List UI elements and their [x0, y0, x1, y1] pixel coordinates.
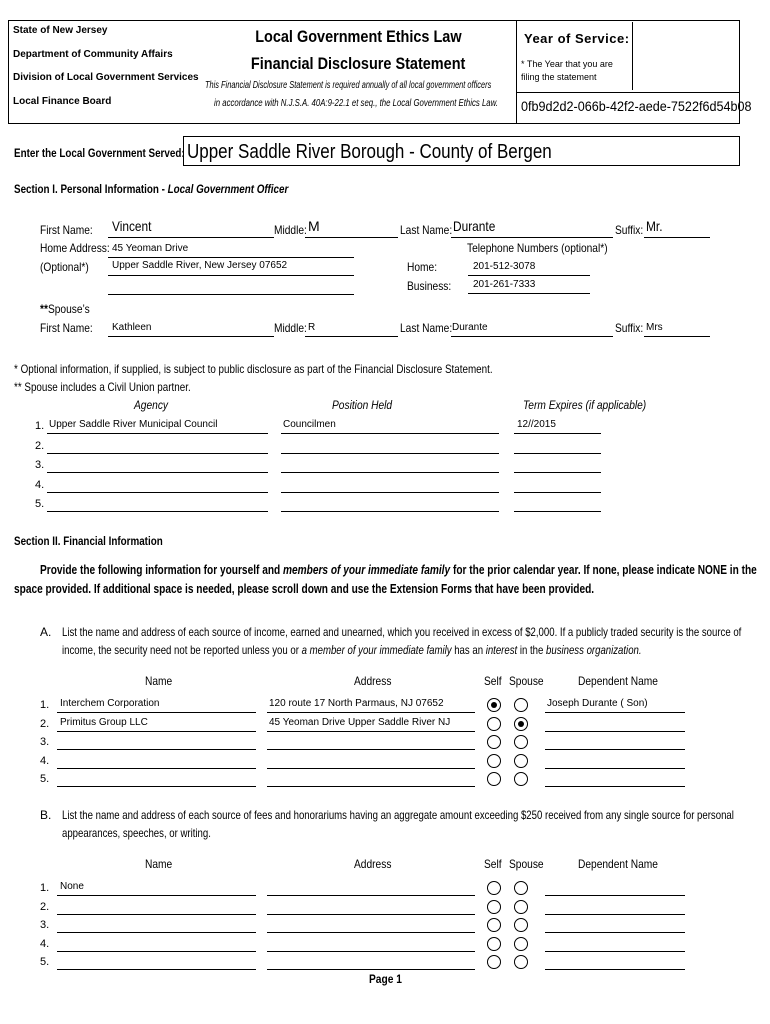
section-2-intro-2: space provided. If additional space is needed, please scroll down and use the Extension Forms that have been provided. [14, 582, 595, 596]
address-field[interactable] [267, 969, 475, 970]
b-name-column-header: Name [145, 857, 173, 871]
a-self-column-header: Self [484, 674, 502, 688]
row-number: 2. [40, 717, 50, 730]
self-radio[interactable] [487, 772, 501, 786]
spouse-radio[interactable] [514, 698, 528, 712]
name-value: Primitus Group LLC [60, 716, 148, 728]
dependent-field[interactable] [545, 969, 685, 970]
a-address-column-header: Address [354, 674, 392, 688]
division-label: Division of Local Government Services [13, 72, 199, 83]
term-column-header: Term Expires (if applicable) [523, 398, 647, 412]
row-number: 1. [40, 699, 50, 711]
row-number: 5. [40, 773, 50, 785]
header-divider-year [516, 92, 740, 93]
spouse-radio[interactable] [514, 955, 528, 969]
spouse-radio[interactable] [514, 900, 528, 914]
b-dependent-column-header: Dependent Name [578, 857, 658, 871]
a-name-column-header: Name [145, 674, 173, 688]
last-name-field[interactable] [451, 237, 613, 238]
form-subtitle: Financial Disclosure Statement [250, 54, 466, 73]
name-field[interactable] [57, 914, 256, 915]
section-1-title: Section I. Personal Information - Local Government Officer [14, 182, 289, 196]
agency-column-header: Agency [134, 398, 169, 412]
spouse-last-name-field[interactable] [451, 336, 613, 337]
government-served-value: Upper Saddle River Borough - County of Bergen [187, 141, 552, 163]
row-number: 3. [40, 919, 50, 931]
government-served-input[interactable] [183, 136, 740, 166]
telephone-label: Telephone Numbers (optional*) [467, 241, 608, 255]
address-value: 120 route 17 North Parmaus, NJ 07652 [269, 698, 444, 709]
self-radio[interactable] [487, 698, 501, 712]
term-field[interactable] [514, 472, 601, 473]
position-field[interactable] [281, 492, 499, 493]
spouse-radio[interactable] [514, 918, 528, 932]
optional-label: (Optional*) [40, 260, 89, 274]
spouse-radio[interactable] [514, 772, 528, 786]
address-field[interactable] [267, 914, 475, 915]
position-field[interactable] [281, 453, 499, 454]
address-field[interactable] [267, 731, 475, 732]
address-line-3[interactable] [108, 294, 354, 295]
section-2-title: Section II. Financial Information [14, 534, 163, 548]
address-field[interactable] [267, 749, 475, 750]
spouse-radio[interactable] [514, 937, 528, 951]
dependent-value: Joseph Durante ( Son) [547, 698, 648, 709]
form-title: Local Government Ethics Law [254, 27, 462, 46]
agency-field[interactable] [47, 492, 268, 493]
dependent-field[interactable] [545, 731, 685, 732]
address-line-1[interactable] [108, 257, 354, 258]
agency-row-number: 1. [35, 420, 45, 432]
department-label: Department of Community Affairs [13, 49, 173, 60]
dependent-field[interactable] [545, 932, 685, 933]
spouse-first-name-value: Kathleen [112, 322, 152, 333]
spouse-first-name-label: First Name: [40, 321, 93, 335]
row-number: 4. [40, 754, 50, 767]
agency-row-number: 5. [35, 498, 45, 510]
part-a-letter: A. [40, 625, 52, 639]
name-field[interactable] [57, 749, 256, 750]
a-dependent-column-header: Dependent Name [578, 674, 658, 688]
form-description-2: in accordance with N.J.S.A. 40A:9-22.1 et seq., the Local Government Ethics Law. [214, 98, 498, 109]
position-field[interactable] [281, 511, 499, 512]
b-address-column-header: Address [354, 857, 392, 871]
spouse-last-name-label: Last Name: [400, 321, 453, 335]
agency-row-number: 3. [35, 459, 45, 471]
name-value: Interchem Corporation [60, 698, 160, 709]
state-label: State of New Jersey [13, 25, 108, 36]
spouse-note: ** Spouse includes a Civil Union partner. [14, 380, 191, 394]
term-field[interactable] [514, 511, 601, 512]
suffix-label: Suffix: [615, 223, 644, 237]
spouse-middle-value: R [308, 322, 316, 333]
business-phone-label: Business: [407, 279, 452, 293]
spouse-radio[interactable] [514, 754, 528, 768]
self-radio[interactable] [487, 754, 501, 768]
middle-name-value: M [308, 218, 320, 234]
government-served-label: Enter the Local Government Served: [14, 146, 185, 160]
part-b-text-1: List the name and address of each source of fees and honorariums having an aggregate amount exceeding $250 received from any single source for personal [62, 808, 734, 822]
spouse-first-name-field[interactable] [108, 336, 274, 337]
middle-name-label: Middle: [274, 223, 307, 237]
year-of-service-note: * The Year that you are filing the statement [521, 59, 613, 82]
business-phone-value: 201-261-7333 [473, 279, 536, 290]
address-field[interactable] [267, 895, 475, 896]
year-of-service-input[interactable] [632, 22, 739, 90]
agency-value: Upper Saddle River Municipal Council [49, 419, 218, 430]
agency-field[interactable] [47, 472, 268, 473]
name-field[interactable] [57, 895, 256, 896]
spouse-suffix-field[interactable] [644, 336, 710, 337]
name-field[interactable] [57, 969, 256, 970]
address-field[interactable] [267, 768, 475, 769]
self-radio[interactable] [487, 881, 501, 895]
dependent-field[interactable] [545, 895, 685, 896]
self-radio[interactable] [487, 937, 501, 951]
part-b-text-2: appearances, speeches, or writing. [62, 826, 211, 840]
term-field[interactable] [514, 492, 601, 493]
agency-field[interactable] [47, 433, 268, 434]
spouse-suffix-label: Suffix: [615, 321, 644, 335]
suffix-field[interactable] [644, 237, 710, 238]
name-value: None [60, 881, 84, 892]
spouse-radio[interactable] [514, 881, 528, 895]
dependent-field[interactable] [545, 786, 685, 787]
business-phone-field[interactable] [468, 293, 590, 294]
address-line-2[interactable] [108, 275, 354, 276]
part-a-text-1: List the name and address of each source of income, earned and unearned, which you received in excess of $2,000. If a publicly traded security is the source of [62, 625, 742, 639]
first-name-field[interactable] [108, 237, 274, 238]
name-field[interactable] [57, 932, 256, 933]
address-line-2-value: Upper Saddle River, New Jersey 07652 [112, 260, 288, 271]
position-column-header: Position Held [332, 398, 393, 412]
row-number: 5. [40, 956, 50, 968]
address-field[interactable] [267, 712, 475, 713]
address-field[interactable] [267, 786, 475, 787]
page-number: Page 1 [369, 972, 402, 986]
name-field[interactable] [57, 768, 256, 769]
name-field[interactable] [57, 712, 256, 713]
agency-row-number: 2. [35, 439, 45, 452]
row-number: 3. [40, 736, 50, 748]
home-phone-label: Home: [407, 260, 438, 274]
term-field[interactable] [514, 453, 601, 454]
dependent-field[interactable] [545, 768, 685, 769]
middle-name-field[interactable] [305, 237, 398, 238]
self-radio[interactable] [487, 918, 501, 932]
b-spouse-column-header: Spouse [509, 857, 544, 871]
address-field[interactable] [267, 951, 475, 952]
address-field[interactable] [267, 932, 475, 933]
self-radio[interactable] [487, 955, 501, 969]
last-name-value: Durante [453, 218, 496, 234]
last-name-label: Last Name: [400, 223, 453, 237]
name-field[interactable] [57, 786, 256, 787]
spouse-radio[interactable] [514, 717, 528, 731]
part-b-letter: B. [40, 808, 52, 822]
optional-note: * Optional information, if supplied, is subject to public disclosure as part of the Financial Disclosure Statement. [14, 362, 493, 376]
board-label: Local Finance Board [13, 96, 112, 107]
self-radio[interactable] [487, 717, 501, 731]
address-line-1-value: 45 Yeoman Drive [112, 243, 189, 254]
row-number: 2. [40, 900, 50, 913]
dependent-field[interactable] [545, 951, 685, 952]
b-self-column-header: Self [484, 857, 502, 871]
dependent-field[interactable] [545, 749, 685, 750]
position-field[interactable] [281, 472, 499, 473]
agency-field[interactable] [47, 453, 268, 454]
part-a-text-2: income, the security need not be reported unless you or a member of your immediate family has an interest in the business organization. [62, 643, 642, 657]
spouse-label: **Spouse’s [40, 302, 90, 316]
home-address-label: Home Address: [40, 241, 110, 255]
row-number: 4. [40, 937, 50, 950]
position-value: Councilmen [283, 419, 336, 430]
spouse-middle-label: Middle: [274, 321, 307, 335]
agency-row-number: 4. [35, 478, 45, 491]
home-phone-field[interactable] [468, 275, 590, 276]
name-field[interactable] [57, 731, 256, 732]
spouse-middle-field[interactable] [305, 336, 398, 337]
term-field[interactable] [514, 433, 601, 434]
address-value: 45 Yeoman Drive Upper Saddle River NJ [269, 716, 451, 728]
spouse-last-name-value: Durante [452, 322, 488, 333]
document-id: 0fb9d2d2-066b-42f2-aede-7522f6d54b08 [521, 98, 752, 114]
dependent-field[interactable] [545, 712, 685, 713]
section-2-intro-1: Provide the following information for yourself and members of your immediate family for the prior calendar year. If none, please indicate NONE in the [40, 563, 757, 577]
row-number: 1. [40, 882, 50, 894]
year-of-service-label: Year of Service: [524, 31, 630, 46]
spouse-radio[interactable] [514, 735, 528, 749]
spouse-suffix-value: Mrs [646, 322, 663, 333]
position-field[interactable] [281, 433, 499, 434]
a-spouse-column-header: Spouse [509, 674, 544, 688]
term-value: 12//2015 [517, 419, 556, 430]
dependent-field[interactable] [545, 914, 685, 915]
name-field[interactable] [57, 951, 256, 952]
home-phone-value: 201-512-3078 [473, 261, 536, 272]
first-name-label: First Name: [40, 223, 93, 237]
self-radio[interactable] [487, 900, 501, 914]
form-description-1: This Financial Disclosure Statement is required annually of all local government officers [205, 80, 492, 91]
first-name-value: Vincent [112, 218, 152, 234]
suffix-value: Mr. [646, 218, 663, 234]
self-radio[interactable] [487, 735, 501, 749]
agency-field[interactable] [47, 511, 268, 512]
